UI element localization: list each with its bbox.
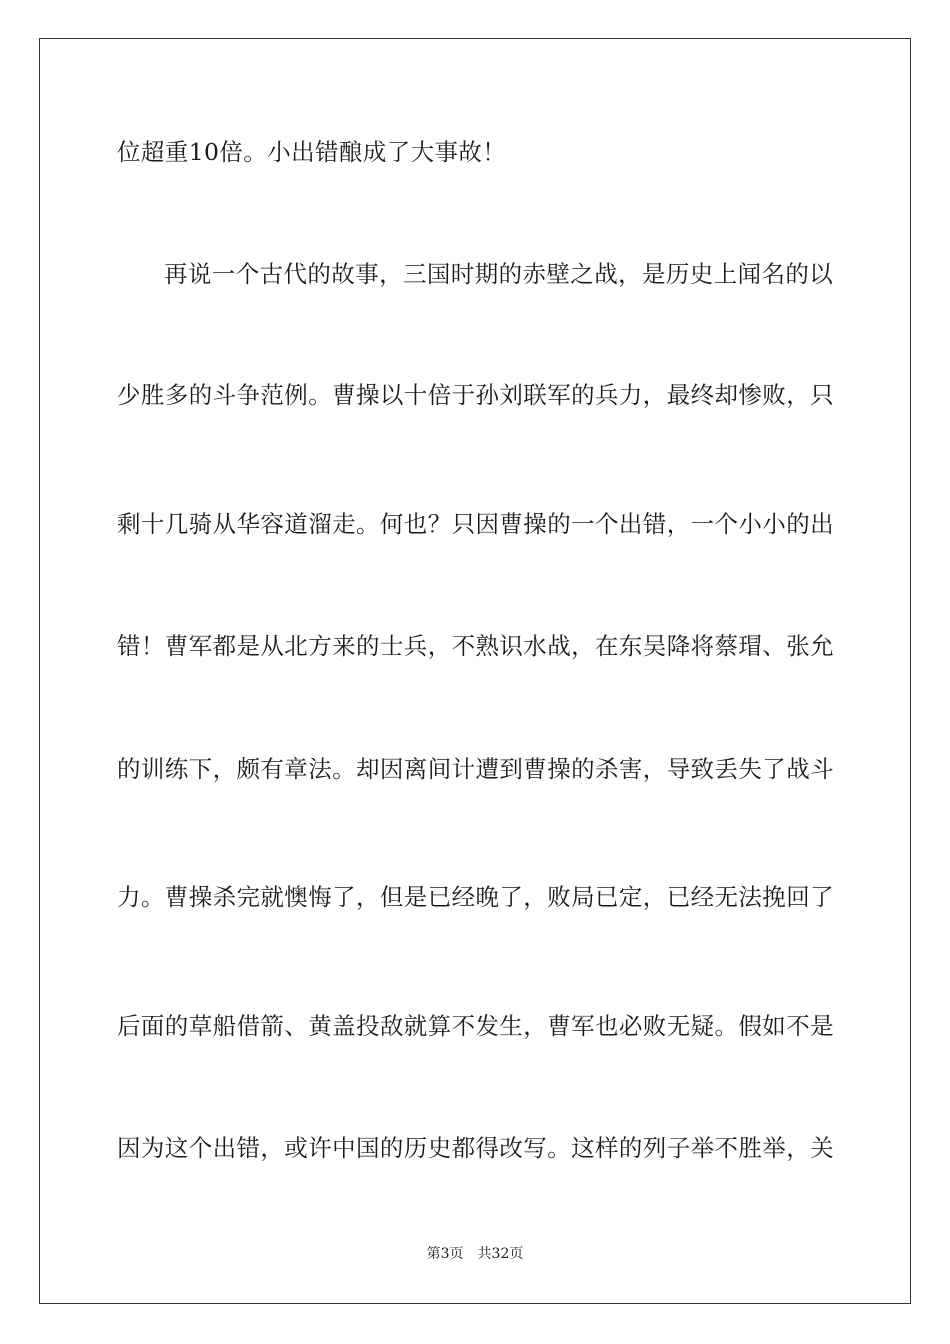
text-line: 错！曹军都是从北方来的士兵，不熟识水战，在东吴降将蔡瑁、张允 <box>117 632 834 660</box>
text-line: 力。曹操杀完就懊悔了，但是已经晚了，败局已定，已经无法挽回了 <box>117 883 834 911</box>
text-line: 剩十几骑从华容道溜走。何也？只因曹操的一个出错，一个小小的出 <box>117 510 834 538</box>
text-line: 的训练下，颇有章法。却因离间计遭到曹操的杀害，导致丢失了战斗 <box>117 755 834 783</box>
text-line: 少胜多的斗争范例。曹操以十倍于孙刘联军的兵力，最终却惨败，只 <box>117 381 834 409</box>
text-line: 后面的草船借箭、黄盖投敌就算不发生，曹军也必败无疑。假如不是 <box>117 1012 834 1040</box>
page-border <box>39 38 911 1304</box>
text-line: 因为这个出错，或许中国的历史都得改写。这样的列子举不胜举，关 <box>117 1134 834 1162</box>
paragraph-first-line: 再说一个古代的故事，三国时期的赤壁之战，是历史上闻名的以 <box>164 260 834 288</box>
page-number-footer: 第3页 共32页 <box>426 1246 524 1262</box>
text-line: 位超重10倍。小出错酿成了大事故！ <box>117 138 507 166</box>
